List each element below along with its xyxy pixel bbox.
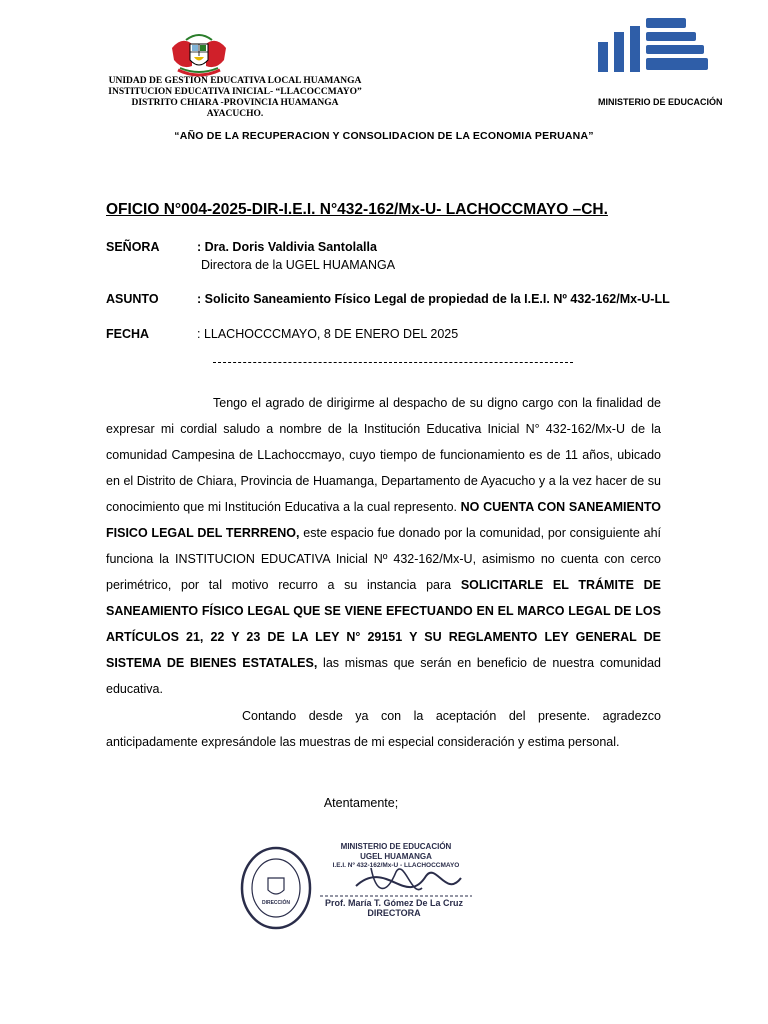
signer-name: Prof. María T. Gómez De La Cruz: [324, 898, 464, 908]
body-text-bold: SOLICITARLE EL TRÁMITE DE SANEAMIENTO FÍSICO LEGAL QUE SE VIENE EFECTUANDO EN EL MARCO LEGAL DE LOS ARTÍCULOS 21, 22 Y 23 DE LA LEY N° 29151 Y SU REGLAMENTO LEY GENERAL DE SISTEMA DE BIENES ESTATALES,: [106, 578, 661, 670]
stamp-ugel: UGEL HUAMANGA: [360, 851, 432, 861]
senora-label: SEÑORA: [106, 240, 160, 254]
asunto-label: ASUNTO: [106, 292, 159, 306]
body-text: Tengo el agrado de dirigirme al despacho de su digno cargo con la finalidad de expresar mi cordial saludo a nombre de la Institución Educativa Inicial N° 432-162/Mx-U de la comunidad Campesina de LLachoccmayo, cuyo tiempo de funcionamiento es de 11 años, ubicado en el Distrito de Chiara, Provincia de Huamanga, Departamento de Ayacucho y a la vez hacer de su conocimiento que mi Institución Educativa a la cual represento.: [106, 396, 661, 514]
fecha-label: FECHA: [106, 327, 150, 341]
minedu-bars-logo-icon: [594, 16, 712, 74]
institution-header: [100, 76, 370, 120]
svg-text:DIRECCIÓN: DIRECCIÓN: [261, 900, 291, 906]
header-line-institution: INSTITUCION EDUCATIVA INICIAL- “LLACOCCMAYO”: [108, 87, 362, 97]
ministry-label: MINISTERIO DE EDUCACIÓN: [598, 97, 723, 107]
stamp-ministry: MINISTERIO DE EDUCACIÓN: [340, 842, 452, 851]
header-line-region: AYACUCHO.: [206, 109, 264, 119]
body-text-bold: NO CUENTA CON SANEAMIENTO FISICO LEGAL DEL TERRRENO,: [106, 500, 661, 540]
signer-role: DIRECTORA: [367, 908, 421, 918]
signature-block: [318, 898, 470, 918]
oficio-title: OFICIO N°004-2025-DIR-I.E.I. N°432-162/Mx-U- LACHOCCMAYO –CH.: [106, 201, 608, 218]
fecha-value: : LLACHOCCCMAYO, 8 DE ENERO DEL 2025: [197, 327, 459, 341]
senora-role: Directora de la UGEL HUAMANGA: [201, 258, 396, 272]
stamp-institution: I.E.I. Nº 432-162/Mx-U - LLACHOCCMAYO: [332, 862, 460, 869]
stamp-header: [316, 842, 476, 871]
senora-value: : Dra. Doris Valdivia Santolalla: [197, 240, 377, 254]
body-paragraph-1: [106, 390, 661, 702]
header-line-district: DISTRITO CHIARA -PROVINCIA HUAMANGA: [131, 98, 339, 108]
asunto-value: : Solicito Saneamiento Físico Legal de propiedad de la I.E.I. Nº 432-162/Mx-U-LL: [197, 292, 670, 306]
peru-coat-of-arms-icon: [168, 30, 230, 80]
body-text: este espacio fue donado por la comunidad, por consiguiente ahí funciona la INSTITUCION EDUCATIVA Inicial Nº 432-162/Mx-U, asimismo no cuenta con cerco perimétrico, por tal motivo recurro a su instancia para: [106, 526, 662, 592]
closing-text: Atentamente;: [323, 796, 399, 810]
year-motto: “AÑO DE LA RECUPERACION Y CONSOLIDACION DE LA ECONOMIA PERUANA”: [174, 130, 594, 142]
separator-line: [213, 362, 573, 364]
body-text: Contando desde ya con la aceptación del presente. agradezco anticipadamente expresándole las muestras de mi especial consideración y estima personal.: [106, 709, 661, 749]
body-text: las mismas que serán en beneficio de nuestra comunidad educativa.: [106, 656, 662, 696]
header-line-ugel: UNIDAD DE GESTION EDUCATIVA LOCAL HUAMANGA: [108, 76, 362, 86]
body-paragraph-2: [106, 703, 661, 755]
